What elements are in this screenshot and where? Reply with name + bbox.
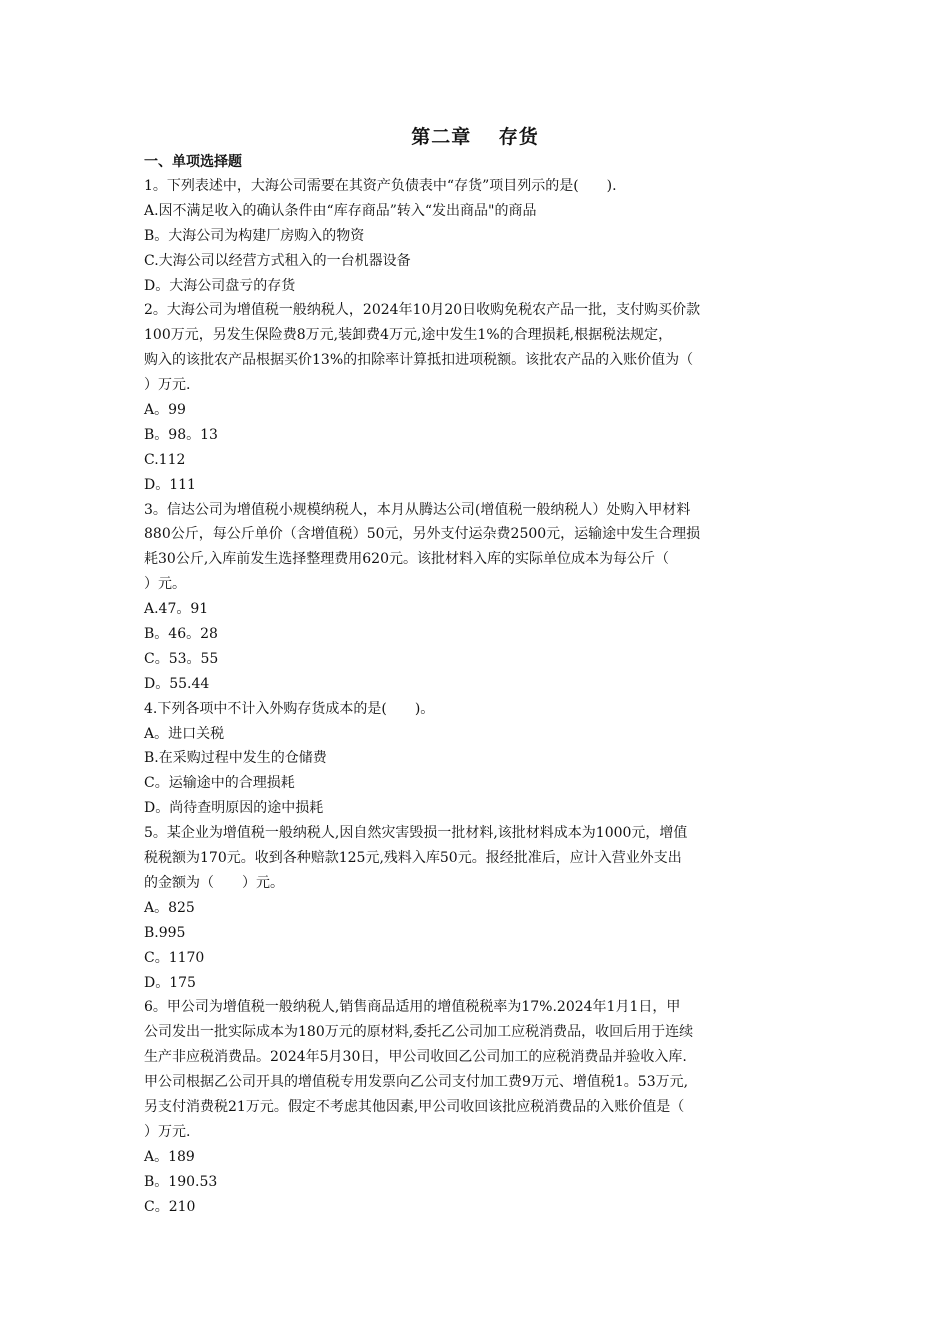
question-text-line: 购入的该批农产品根据买价13%的扣除率计算抵扣进项税额。该批农产品的入账价值为（ — [144, 352, 694, 369]
question-6 — [144, 995, 810, 1219]
question-text-line: 100万元，另发生保险费8万元,装卸费4万元,途中发生1%的合理损耗,根据税法规定， — [144, 327, 673, 344]
question-text-line: 另支付消费税21万元。假定不考虑其他因素,甲公司收回该批应税消费品的入账价值是（ — [144, 1098, 685, 1115]
section-heading: 一、单项选择题 — [144, 154, 242, 170]
question-text-line: 的金额为（ ）元。 — [144, 874, 284, 891]
option-c: C。210 — [144, 1198, 196, 1215]
question-text-line: 3。信达公司为增值税小规模纳税人，本月从腾达公司(增值税一般纳税人）处购入甲材料 — [144, 501, 691, 518]
question-text-line: 公司发出一批实际成本为180万元的原材料,委托乙公司加工应税消费品，收回后用于连续 — [144, 1024, 694, 1041]
question-list — [144, 174, 810, 1219]
question-text-line: 1。下列表述中，大海公司需要在其资产负债表中“存货”项目列示的是( ). — [144, 178, 617, 194]
option-a: A。189 — [144, 1148, 195, 1165]
option-d: D。175 — [144, 974, 196, 991]
question-5 — [144, 821, 810, 995]
question-1 — [144, 174, 810, 298]
option-a: A。进口关税 — [144, 725, 225, 742]
question-text-line: 税税额为170元。收到各种赔款125元,残料入库50元。报经批准后，应计入营业外支出 — [144, 850, 682, 867]
question-text-line: 880公斤，每公斤单价（含增值税）50元，另外支付运杂费2500元，运输途中发生合理损 — [144, 526, 701, 543]
option-b: B。大海公司为构建厂房购入的物资 — [144, 227, 365, 244]
option-b: B.在采购过程中发生的仓储费 — [144, 750, 327, 767]
question-2 — [144, 298, 810, 497]
option-d: D。55.44 — [144, 675, 210, 692]
question-text-line: 耗30公斤,入库前发生选择整理费用620元。该批材料入库的实际单位成本为每公斤（ — [144, 551, 669, 568]
option-d: D。大海公司盘亏的存货 — [144, 277, 296, 294]
option-a: A.47。91 — [144, 601, 209, 618]
question-text-line: ）万元. — [144, 1123, 191, 1140]
option-b: B。98。13 — [144, 426, 218, 443]
option-b: B。190.53 — [144, 1173, 218, 1190]
option-c: C。运输途中的合理损耗 — [144, 775, 295, 792]
question-3 — [144, 498, 810, 697]
option-c: C。53。55 — [144, 650, 219, 667]
question-text-line: 2。大海公司为增值税一般纳税人，2024年10月20日收购免税农产品一批，支付购买价款 — [144, 302, 701, 319]
option-b: B.995 — [144, 924, 186, 941]
option-a: A。825 — [144, 899, 195, 916]
question-4 — [144, 697, 810, 821]
chapter-title: 第二章 存货 — [411, 126, 539, 148]
option-c: C。1170 — [144, 949, 205, 966]
option-a: A.因不满足收入的确认条件由“库存商品”转入“发出商品"的商品 — [144, 202, 537, 219]
option-d: D。尚待查明原因的途中损耗 — [144, 800, 324, 817]
question-text-line: 甲公司根据乙公司开具的增值税专用发票向乙公司支付加工费9万元、增值税1。53万元, — [144, 1074, 689, 1091]
option-c: C.112 — [144, 451, 186, 468]
option-c: C.大海公司以经营方式租入的一台机器设备 — [144, 252, 411, 269]
question-text-line: 5。某企业为增值税一般纳税人,因自然灾害毁损一批材料,该批材料成本为1000元，增值 — [144, 825, 688, 842]
question-text-line: 4.下列各项中不计入外购存货成本的是( )。 — [144, 700, 435, 717]
option-b: B。46。28 — [144, 626, 218, 643]
question-text-line: ）万元. — [144, 377, 191, 394]
question-text-line: ）元。 — [144, 576, 186, 593]
question-text-line: 生产非应税消费品。2024年5月30日，甲公司收回乙公司加工的应税消费品并验收入库. — [144, 1049, 687, 1066]
option-a: A。99 — [144, 402, 186, 419]
option-d: D。111 — [144, 476, 196, 493]
question-text-line: 6。甲公司为增值税一般纳税人,销售商品适用的增值税税率为17%.2024年1月1日，甲 — [144, 999, 681, 1016]
